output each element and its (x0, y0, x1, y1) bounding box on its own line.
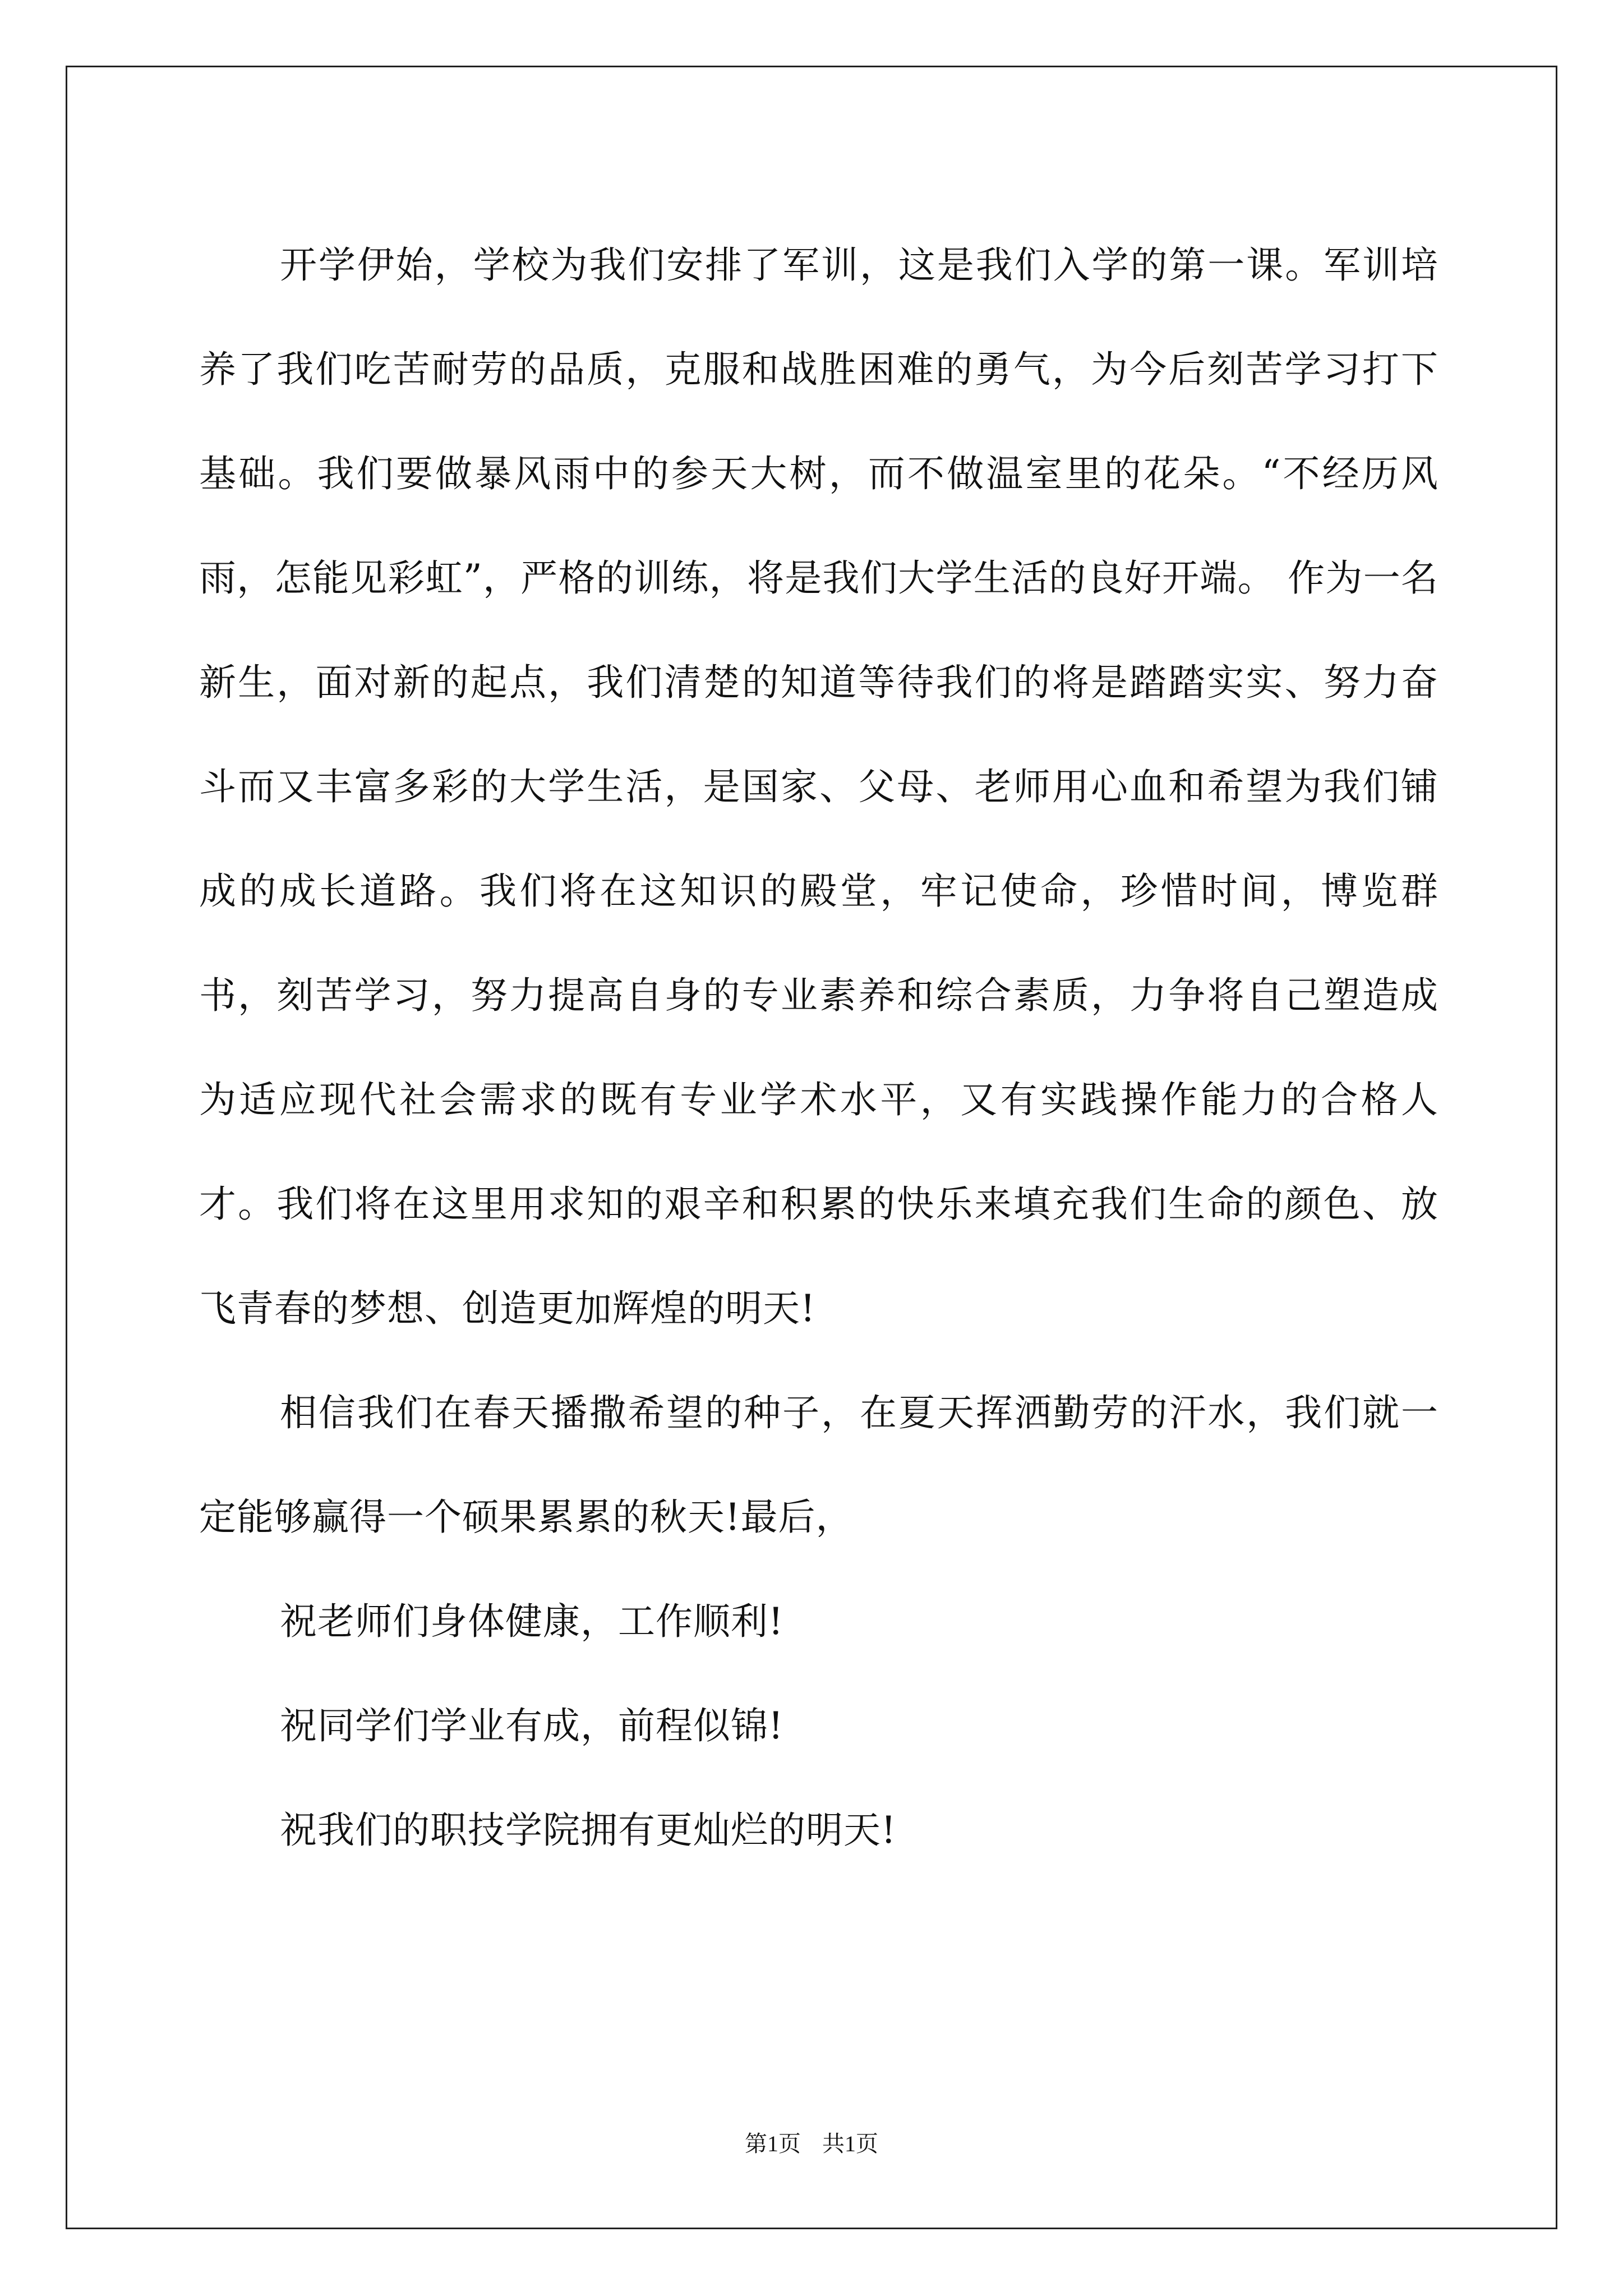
paragraph-5: 祝我们的职技学院拥有更灿烂的明天! (280, 1809, 897, 1852)
page-current: 第1页 (745, 2131, 801, 2156)
paragraph-3: 祝老师们身体健康，工作顺利! (280, 1600, 784, 1643)
paragraph-1: 开学伊始，学校为我们安排了军训，这是我们入学的第一课。军训培养了我们吃苦耐劳的品质，克服和战胜困难的勇气，为今后刻苦学习打下基础。我们要做暴风雨中的参天大树，而不做温室里的花朵。“不经历风雨，怎能见彩虹”，严格的训练，将是我们大学生活的良好开端。 作为一名新生，面对新的起点，我们清楚的知道等待我们的将是踏踏实实、努力奋斗而又丰富多彩的大学生活，是国家、父母、老师用心血和希望为我们铺成的成长道路。我们将在这知识的殿堂，牢记使命，珍惜时间，博览群书，刻苦学习，努力提高自身的专业素养和综合素质，力争将自己塑造成为适应现代社会需求的既有专业学术水平，又有实践操作能力的合格人才。我们将在这里用求知的艰辛和积累的快乐来填充我们生命的颜色、放飞青春的梦想、创造更加辉煌的明天! (199, 243, 1438, 1330)
paragraph-4: 祝同学们学业有成，前程似锦! (280, 1704, 784, 1747)
page-footer (0, 2126, 1623, 2158)
paragraph-2: 相信我们在春天播撒希望的种子，在夏天挥洒勤劳的汗水，我们就一定能够赢得一个硕果累累的秋天!最后， (199, 1391, 1438, 1539)
document-body (199, 213, 1438, 1883)
page-total: 共1页 (822, 2131, 878, 2156)
